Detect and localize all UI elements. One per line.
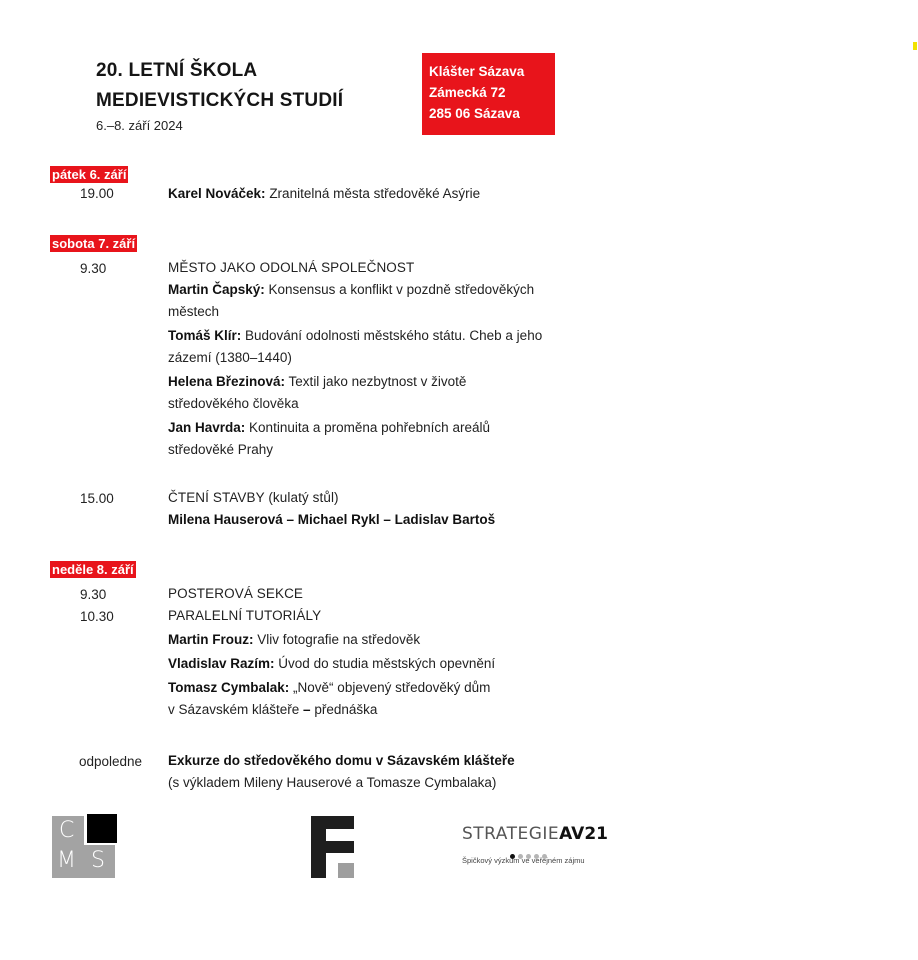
session-time: odpoledne <box>79 754 143 769</box>
corner-mark <box>913 42 917 50</box>
talk <box>168 629 638 651</box>
session-saturday-morning <box>168 257 638 461</box>
strategie-av21-logo <box>462 824 622 865</box>
talk-title: Vliv fotografie na středověk <box>253 632 421 647</box>
session-time: 9.30 <box>80 587 107 602</box>
event-title-line1: 20. LETNÍ ŠKOLA <box>96 60 258 81</box>
panel-members-text: Milena Hauserová – Michael Rykl – Ladislav Bartoš <box>168 512 496 527</box>
venue-street: Zámecká 72 <box>429 85 506 100</box>
cms-logo <box>52 814 116 878</box>
talk-title-cont: středověké Prahy <box>168 442 274 457</box>
session-saturday-afternoon <box>168 487 638 531</box>
event-title <box>96 56 343 116</box>
talk-title: Zranitelná města středověké Asýrie <box>265 186 481 201</box>
excursion-title <box>168 750 638 772</box>
panel-members <box>168 509 638 531</box>
talk-title-cont: městech <box>168 304 220 319</box>
talk-speaker: Tomáš Klír: <box>168 328 242 343</box>
talk-speaker: Vladislav Razím: <box>168 656 275 671</box>
talk <box>168 417 638 439</box>
day-label-friday: pátek 6. září <box>52 167 127 182</box>
cms-letter-m: M <box>57 848 76 873</box>
f-logo <box>311 816 355 878</box>
session-time: 19.00 <box>80 186 114 201</box>
talk-title: Budování odolnosti městského státu. Cheb a jeho <box>241 328 543 343</box>
excursion-guides: (s výkladem Mileny Hauserové a Tomasze Cymbalaka) <box>168 775 497 790</box>
session-time: 9.30 <box>80 261 107 276</box>
talk <box>168 279 638 301</box>
cms-letter-s: S <box>91 848 105 873</box>
strategie-word: STRATEGIE <box>462 824 560 844</box>
session-sunday-afternoon <box>168 750 638 794</box>
session-sunday-morning <box>168 583 638 721</box>
cms-logo-black-square <box>87 814 117 843</box>
f-logo-top-bar <box>311 816 354 829</box>
talk-title-cont <box>168 699 638 721</box>
talk-speaker: Jan Havrda: <box>168 420 246 435</box>
session-friday-evening <box>168 183 638 205</box>
excursion-title-text: Exkurze do středověkého domu v Sázavském klášteře <box>168 753 515 768</box>
talk <box>168 653 638 675</box>
venue-address-box <box>422 53 555 135</box>
talk <box>168 325 638 347</box>
talk-title-cont: středověkého člověka <box>168 396 299 411</box>
talk-title: „Nově“ objevený středověký dům <box>289 680 491 695</box>
talk-speaker: Martin Čapský: <box>168 282 265 297</box>
session-heading: MĚSTO JAKO ODOLNÁ SPOLEČNOST <box>168 260 415 275</box>
f-logo-middle-bar <box>311 841 354 853</box>
talk <box>168 677 638 699</box>
day-label-saturday: sobota 7. září <box>52 236 136 251</box>
session-heading: POSTEROVÁ SEKCE <box>168 586 304 601</box>
talk-title-cont-text: v Sázavském klášteře <box>168 702 304 717</box>
event-title-line2: MEDIEVISTICKÝCH STUDIÍ <box>96 90 344 111</box>
session-heading: PARALELNÍ TUTORIÁLY <box>168 608 322 623</box>
venue-name: Klášter Sázava <box>429 64 525 79</box>
f-logo-grey-square <box>338 863 354 878</box>
cms-letter-c: C <box>59 818 75 843</box>
talk-title: Kontinuita a proměna pohřebních areálů <box>245 420 490 435</box>
talk-speaker: Karel Nováček: <box>168 186 266 201</box>
talk-type: přednáška <box>310 702 378 717</box>
session-time: 10.30 <box>80 609 114 624</box>
session-time: 15.00 <box>80 491 114 506</box>
talk-speaker: Helena Březinová: <box>168 374 286 389</box>
talk-title: Konsensus a konflikt v pozdně středověkých <box>264 282 535 297</box>
talk <box>168 371 638 393</box>
talk-speaker: Martin Frouz: <box>168 632 254 647</box>
av21-word: AV21 <box>559 824 608 844</box>
talk-speaker: Tomasz Cymbalak: <box>168 680 290 695</box>
talk-title: Úvod do studia městských opevnění <box>274 656 496 671</box>
venue-city: 285 06 Sázava <box>429 106 520 121</box>
event-dates: 6.–8. září 2024 <box>96 118 183 133</box>
day-label-sunday: neděle 8. září <box>52 562 134 577</box>
strategie-tagline: Špičkový výzkum ve veřejném zájmu <box>462 856 585 865</box>
talk <box>168 183 638 205</box>
session-heading: ČTENÍ STAVBY (kulatý stůl) <box>168 490 339 505</box>
dash: – <box>303 702 311 717</box>
talk-title: Textil jako nezbytnost v životě <box>285 374 467 389</box>
talk-title-cont: zázemí (1380–1440) <box>168 350 292 365</box>
